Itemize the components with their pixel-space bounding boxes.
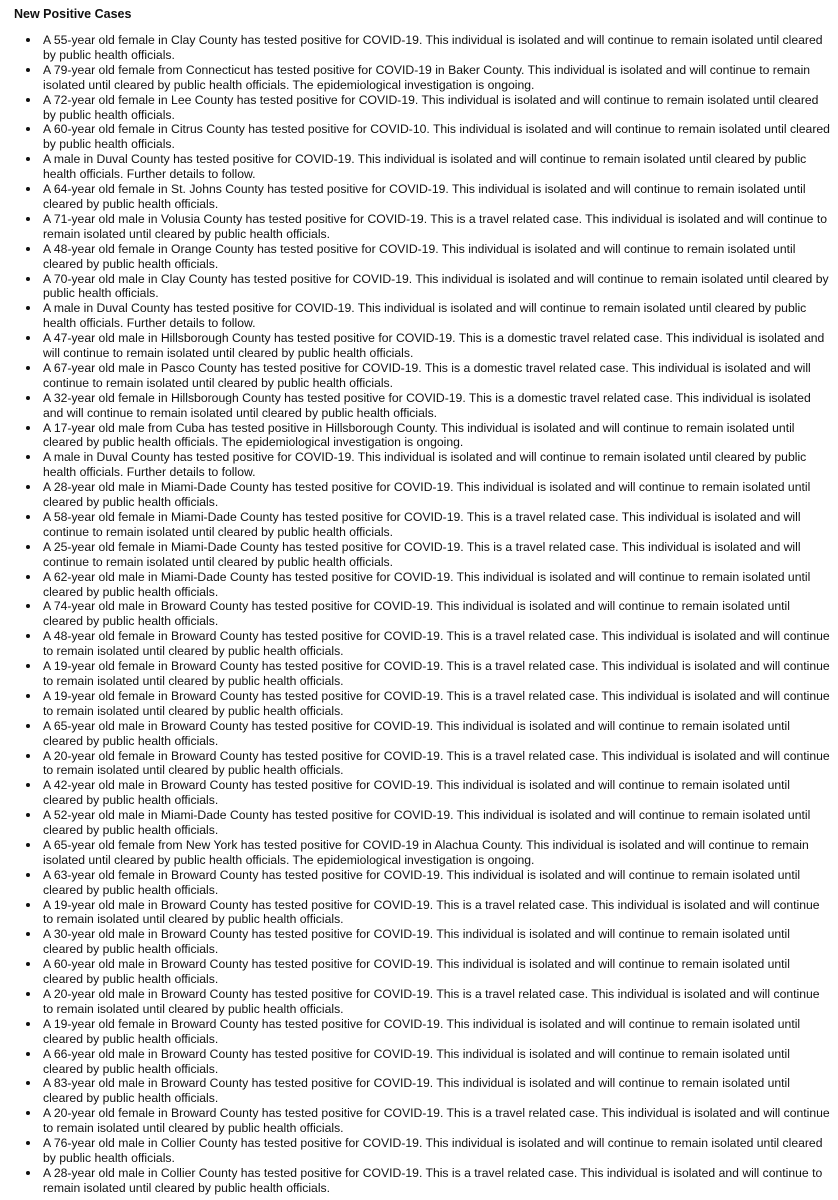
case-list-item: A 58-year old female in Miami-Dade County has tested positive for COVID-19. This is a travel related case. This individual is isolated and will continue to remain isolated until cleared by public health officials. [43,510,830,540]
case-list-item: A 79-year old female from Connecticut has tested positive for COVID-19 in Baker County. This individual is isolated and will continue to remain isolated until cleared by public health officials. The epidemiological investigation is ongoing. [43,63,830,93]
case-list-item: A 76-year old male in Collier County has tested positive for COVID-19. This individual is isolated and will continue to remain isolated until cleared by public health officials. [43,1136,830,1166]
case-list-item: A 19-year old female in Broward County has tested positive for COVID-19. This is a travel related case. This individual is isolated and will continue to remain isolated until cleared by public health officials. [43,688,830,718]
case-list-item: A 71-year old male in Volusia County has tested positive for COVID-19. This is a travel related case. This individual is isolated and will continue to remain isolated until cleared by public health officials. [43,212,830,242]
case-list-item: A 65-year old male in Broward County has tested positive for COVID-19. This individual is isolated and will continue to remain isolated until cleared by public health officials. [43,719,830,749]
case-list-item: A 70-year old male in Clay County has tested positive for COVID-19. This individual is isolated and will continue to remain isolated until cleared by public health officials. [43,271,829,301]
case-list-item: A 48-year old female in Broward County has tested positive for COVID-19. This is a travel related case. This individual is isolated and will continue to remain isolated until cleared by public health officials. [43,629,830,659]
case-list-item: A 83-year old male in Broward County has tested positive for COVID-19. This individual is isolated and will continue to remain isolated until cleared by public health officials. [43,1076,830,1106]
case-list-item: A male in Duval County has tested positive for COVID-19. This individual is isolated and will continue to remain isolated until cleared by public health officials. Further details to follow. [43,450,830,480]
section-heading: New Positive Cases [14,7,132,21]
case-list-item: A 67-year old male in Pasco County has tested positive for COVID-19. This is a domestic travel related case. This individual is isolated and will continue to remain isolated until cleared by public health officials. [43,361,830,391]
case-list [14,33,830,1196]
case-list-item: A 20-year old female in Broward County has tested positive for COVID-19. This is a travel related case. This individual is isolated and will continue to remain isolated until cleared by public health officials. [43,1106,830,1136]
case-list-item: A 66-year old male in Broward County has tested positive for COVID-19. This individual is isolated and will continue to remain isolated until cleared by public health officials. [43,1047,830,1077]
case-list-item: A 55-year old female in Clay County has tested positive for COVID-19. This individual is isolated and will continue to remain isolated until cleared by public health officials. [43,33,830,63]
case-list-item: A 48-year old female in Orange County has tested positive for COVID-19. This individual is isolated and will continue to remain isolated until cleared by public health officials. [43,242,830,272]
case-list-item: A 19-year old male in Broward County has tested positive for COVID-19. This is a travel related case. This individual is isolated and will continue to remain isolated until cleared by public health officials. [43,898,830,928]
case-list-item: A 28-year old male in Miami-Dade County has tested positive for COVID-19. This individual is isolated and will continue to remain isolated until cleared by public health officials. [43,480,830,510]
case-list-item: A 19-year old female in Broward County has tested positive for COVID-19. This individual is isolated and will continue to remain isolated until cleared by public health officials. [43,1017,830,1047]
case-list-item: A 30-year old male in Broward County has tested positive for COVID-19. This individual is isolated and will continue to remain isolated until cleared by public health officials. [43,927,830,957]
case-list-item: A 52-year old male in Miami-Dade County has tested positive for COVID-19. This individual is isolated and will continue to remain isolated until cleared by public health officials. [43,808,830,838]
case-list-item: A 28-year old male in Collier County has tested positive for COVID-19. This is a travel related case. This individual is isolated and will continue to remain isolated until cleared by public health officials. [43,1166,830,1196]
case-list-item: A 20-year old female in Broward County has tested positive for COVID-19. This is a travel related case. This individual is isolated and will continue to remain isolated until cleared by public health officials. [43,748,830,778]
case-list-item: A 72-year old female in Lee County has tested positive for COVID-19. This individual is isolated and will continue to remain isolated until cleared by public health officials. [43,93,830,123]
case-list-item: A 74-year old male in Broward County has tested positive for COVID-19. This individual is isolated and will continue to remain isolated until cleared by public health officials. [43,599,830,629]
case-list-item: A 20-year old male in Broward County has tested positive for COVID-19. This is a travel related case. This individual is isolated and will continue to remain isolated until cleared by public health officials. [43,987,830,1017]
case-list-item: A 32-year old female in Hillsborough County has tested positive for COVID-19. This is a domestic travel related case. This individual is isolated and will continue to remain isolated until cleared by public health officials. [43,391,830,421]
case-list-item: A 60-year old female in Citrus County has tested positive for COVID-10. This individual is isolated and will continue to remain isolated until cleared by public health officials. [43,122,830,152]
case-list-item: A 42-year old male in Broward County has tested positive for COVID-19. This individual is isolated and will continue to remain isolated until cleared by public health officials. [43,778,830,808]
case-list-item: A 65-year old female from New York has tested positive for COVID-19 in Alachua County. This individual is isolated and will continue to remain isolated until cleared by public health officials. The epidemiological investigation is ongoing. [43,838,830,868]
case-list-item: A 47-year old male in Hillsborough County has tested positive for COVID-19. This is a domestic travel related case. This individual is isolated and will continue to remain isolated until cleared by public health officials. [43,331,830,361]
case-list-item: A male in Duval County has tested positive for COVID-19. This individual is isolated and will continue to remain isolated until cleared by public health officials. Further details to follow. [43,152,830,182]
case-list-item: A 17-year old male from Cuba has tested positive in Hillsborough County. This individual is isolated and will continue to remain isolated until cleared by public health officials. The epidemiological investigation is ongoing. [43,421,830,451]
case-list-item: A 63-year old female in Broward County has tested positive for COVID-19. This individual is isolated and will continue to remain isolated until cleared by public health officials. [43,868,830,898]
case-list-item: A 25-year old female in Miami-Dade County has tested positive for COVID-19. This is a travel related case. This individual is isolated and will continue to remain isolated until cleared by public health officials. [43,540,830,570]
case-list-item: A 19-year old female in Broward County has tested positive for COVID-19. This is a travel related case. This individual is isolated and will continue to remain isolated until cleared by public health officials. [43,659,830,688]
case-list-item: A 60-year old male in Broward County has tested positive for COVID-19. This individual is isolated and will continue to remain isolated until cleared by public health officials. [43,957,830,987]
case-list-item: A male in Duval County has tested positive for COVID-19. This individual is isolated and will continue to remain isolated until cleared by public health officials. Further details to follow. [43,301,830,331]
case-list-item: A 62-year old male in Miami-Dade County has tested positive for COVID-19. This individual is isolated and will continue to remain isolated until cleared by public health officials. [43,570,830,600]
case-list-item: A 64-year old female in St. Johns County has tested positive for COVID-19. This individual is isolated and will continue to remain isolated until cleared by public health officials. [43,182,830,212]
